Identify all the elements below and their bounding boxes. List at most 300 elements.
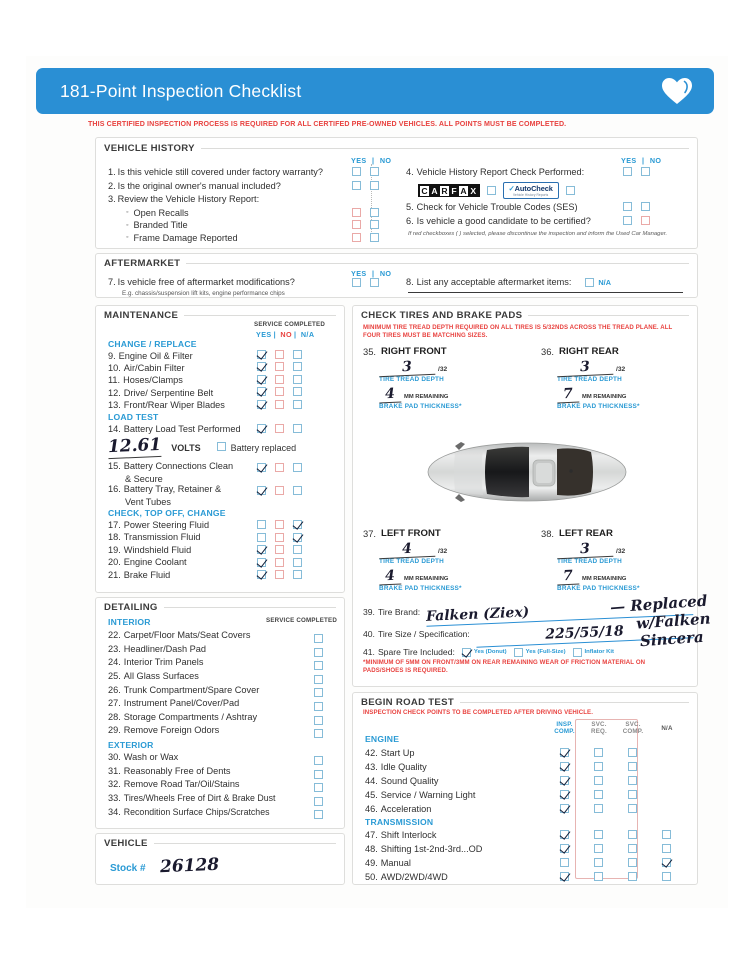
brake-pad-value[interactable]: 7	[557, 568, 580, 586]
checkbox-insp-comp[interactable]	[560, 872, 569, 881]
divider	[164, 607, 336, 608]
checkbox-svc-comp[interactable]	[628, 776, 637, 785]
item-number: 47.	[365, 830, 378, 841]
checkbox-na[interactable]	[662, 858, 671, 867]
list-item	[108, 532, 209, 545]
list-item	[108, 461, 233, 473]
checkbox-no[interactable]	[275, 520, 284, 529]
checkbox-service-completed[interactable]	[314, 688, 323, 697]
checkbox-svc-comp[interactable]	[628, 830, 637, 839]
checkbox-service-completed[interactable]	[314, 797, 323, 806]
checkbox-na[interactable]	[293, 375, 302, 384]
bullet-icon: ◦	[126, 209, 129, 217]
vehicle-history-title: VEHICLE HISTORY	[104, 143, 195, 154]
brake-pad-value[interactable]: 7	[557, 386, 580, 404]
list-item	[108, 724, 259, 738]
checkbox-yes[interactable]	[257, 486, 266, 495]
service-completed-header: SERVICE COMPLETED	[266, 617, 338, 624]
checkbox-autocheck[interactable]	[566, 186, 575, 195]
list-item	[108, 166, 358, 180]
list-item	[108, 629, 259, 643]
brake-pad-label: BRAKE PAD THICKNESS*	[557, 403, 640, 410]
checkbox-yes[interactable]	[352, 220, 361, 229]
checkbox-svc-req[interactable]	[594, 790, 603, 799]
item-number: 14.	[108, 424, 121, 434]
item-label: Manual	[380, 858, 411, 869]
item-number: 40.	[363, 629, 375, 639]
item-label: Wash or Wax	[123, 752, 179, 763]
checkbox-na[interactable]	[293, 545, 302, 554]
item-number: 38.	[541, 528, 555, 539]
maintenance-section	[95, 305, 345, 593]
checkbox-carfax[interactable]	[487, 186, 496, 195]
checkbox-svc-comp[interactable]	[628, 858, 637, 867]
divider	[186, 263, 689, 264]
brake-pad-footnote: *MINIMUM OF 5MM ON FRONT/3MM ON REAR REMAINING WEAR OF FRICTION MATERIAL ON PADS/SHOES IS REQUIRED.	[363, 659, 646, 675]
list-item	[108, 711, 259, 725]
item-number: 46.	[365, 804, 378, 815]
checkbox-no[interactable]	[275, 533, 284, 542]
item-number: 2.	[108, 180, 116, 191]
checkbox-no[interactable]	[641, 202, 650, 211]
mm-remaining-label: MM REMAINING	[404, 394, 449, 400]
item-number: 1.	[108, 167, 116, 178]
checkbox-yes[interactable]	[257, 558, 266, 567]
checkbox-no[interactable]	[370, 208, 379, 217]
checkbox-service-completed[interactable]	[314, 634, 323, 643]
handwritten-note-line2: w/Falken	[635, 609, 712, 633]
checkbox-service-completed[interactable]	[314, 648, 323, 657]
item-number: 36.	[541, 346, 555, 357]
checkbox-yes[interactable]	[257, 424, 266, 433]
checkbox-yes[interactable]	[623, 202, 632, 211]
item-number: 15.	[108, 461, 121, 472]
list-item	[108, 656, 259, 670]
item-number: 33.	[108, 792, 121, 803]
list-item	[108, 683, 259, 697]
battery-voltage-value[interactable]: 12.61	[107, 434, 162, 458]
checkbox-no[interactable]	[275, 545, 284, 554]
checkbox-no[interactable]	[275, 424, 284, 433]
checkbox-svc-req[interactable]	[594, 762, 603, 771]
item-number: 22.	[108, 630, 121, 641]
item-number: 16.	[108, 484, 121, 495]
tread-denominator: /32	[438, 548, 448, 555]
item-label: Vehicle History Report Check Performed:	[416, 167, 585, 178]
checkbox-svc-comp[interactable]	[628, 804, 637, 813]
item-label: Is vehicle a good candidate to be certified?	[416, 215, 591, 226]
item-label: Recondition Surface Chips/Scratches	[123, 806, 270, 817]
item-label: List any acceptable aftermarket items:	[416, 277, 572, 287]
checkbox-no[interactable]	[275, 400, 284, 409]
tires-title: CHECK TIRES AND BRAKE PADS	[361, 310, 523, 321]
list-item	[108, 400, 225, 412]
checkbox-insp-comp[interactable]	[560, 748, 569, 757]
list-item	[108, 670, 259, 684]
checkbox-na[interactable]	[293, 400, 302, 409]
tire-brand-value[interactable]: Falken (Ziex)	[426, 597, 693, 627]
list-item	[108, 805, 276, 819]
tire-tread-value[interactable]: 3	[557, 540, 614, 559]
checkbox-svc-req[interactable]	[594, 748, 603, 757]
spare-option-label: Inflator Kit	[584, 649, 614, 655]
checkbox-service-completed[interactable]	[314, 783, 323, 792]
list-item	[108, 544, 209, 557]
checkbox-na[interactable]	[293, 424, 302, 433]
checkbox-spare-donut[interactable]	[462, 648, 471, 657]
item-label: Headliner/Dash Pad	[123, 643, 207, 654]
checkbox-no[interactable]	[275, 387, 284, 396]
checkbox-insp-comp[interactable]	[560, 844, 569, 853]
checkbox-svc-req[interactable]	[594, 872, 603, 881]
item-number: 30.	[108, 752, 121, 763]
checkbox-yes[interactable]	[352, 278, 361, 287]
checkbox-no[interactable]	[275, 486, 284, 495]
item-number: 42.	[365, 748, 378, 759]
mm-remaining-label: MM REMAINING	[404, 576, 449, 582]
list-item	[365, 747, 475, 761]
scan-margin-left	[0, 0, 26, 960]
tire-tread-value[interactable]: 4	[379, 540, 436, 559]
list-item	[108, 569, 209, 582]
spare-option-label: Yes (Full-Size)	[525, 649, 566, 655]
checkbox-service-completed[interactable]	[314, 702, 323, 711]
scan-margin-top	[0, 0, 742, 56]
tire-tread-value[interactable]: 3	[379, 358, 436, 377]
brake-pad-value[interactable]: 4	[379, 568, 402, 586]
brake-pad-label: BRAKE PAD THICKNESS*	[557, 585, 640, 592]
list-item	[108, 219, 358, 232]
item-label: Tires/Wheels Free of Dirt & Brake Dust	[123, 792, 276, 803]
list-item	[365, 843, 482, 857]
list-item	[108, 778, 276, 792]
aftermarket-col-headers: YES | NO	[351, 269, 392, 278]
checkbox-yes[interactable]	[257, 362, 266, 371]
item-label: Review the Vehicle History Report:	[117, 194, 260, 205]
item-sublabel: E.g. chassis/suspension lift kits, engine performance chips	[122, 290, 285, 298]
page-title: 181-Point Inspection Checklist	[60, 80, 302, 101]
checkbox-insp-comp[interactable]	[560, 790, 569, 799]
item-number: 17.	[108, 519, 121, 530]
category-interior: INTERIOR	[108, 617, 151, 627]
checkbox-no[interactable]	[275, 558, 284, 567]
item-number: 27.	[108, 698, 121, 709]
red-checkbox-note: If red checkboxes ( ) selected, please discontinue the inspection and inform the Used Car Manager.	[408, 231, 668, 237]
list-item	[108, 193, 358, 207]
aftermarket-section	[95, 253, 698, 298]
checkbox-no[interactable]	[641, 216, 650, 225]
checkbox-yes[interactable]	[257, 350, 266, 359]
checkbox-svc-comp[interactable]	[628, 844, 637, 853]
carfax-logo: C A R F A X	[418, 184, 480, 197]
tire-size-value[interactable]: 225/55/18	[476, 620, 694, 647]
list-item	[365, 761, 475, 775]
item-number: 19.	[108, 544, 121, 555]
checkbox-yes[interactable]	[257, 520, 266, 529]
checkbox-yes[interactable]	[257, 570, 266, 579]
checkbox-na[interactable]	[662, 872, 671, 881]
service-completed-header: SERVICE COMPLETED	[254, 321, 326, 328]
checkbox-insp-comp[interactable]	[560, 830, 569, 839]
handwritten-note-line1: — Replaced	[609, 591, 708, 617]
list-item	[365, 803, 475, 817]
item-label: Hoses/Clamps	[123, 375, 183, 386]
checkbox-yes[interactable]	[257, 387, 266, 396]
checkbox-service-completed[interactable]	[314, 770, 323, 779]
tread-depth-label: TIRE TREAD DEPTH	[557, 376, 622, 383]
checkbox-yes[interactable]	[257, 463, 266, 472]
checkbox-inflator-kit[interactable]	[573, 648, 582, 657]
checkbox-na[interactable]	[293, 362, 302, 371]
list-item	[406, 215, 621, 229]
checkbox-na[interactable]	[662, 830, 671, 839]
stock-number-value[interactable]: 26128	[159, 854, 220, 878]
road-test-title: BEGIN ROAD TEST	[361, 697, 454, 708]
list-item	[108, 519, 209, 532]
item-label: Shifting 1st-2nd-3rd...OD	[380, 844, 483, 855]
item-number: 24.	[108, 657, 121, 668]
list-item	[365, 871, 482, 885]
list-item	[108, 362, 225, 374]
checkbox-no[interactable]	[275, 463, 284, 472]
item-number: 3.	[108, 194, 116, 205]
item-label: Branded Title	[133, 220, 188, 231]
item-number: 37.	[363, 528, 377, 539]
checkbox-svc-req[interactable]	[594, 844, 603, 853]
list-item	[108, 751, 276, 765]
checkbox-insp-comp[interactable]	[560, 804, 569, 813]
item-label: Battery Connections Clean	[123, 461, 234, 472]
item-label: Sound Quality	[380, 776, 439, 787]
checkbox-yes[interactable]	[352, 181, 361, 190]
checkbox-na[interactable]	[293, 570, 302, 579]
list-item	[108, 423, 241, 436]
autocheck-logo: ✓AutoCheck Vehicle History Reports	[503, 182, 559, 199]
list-item	[108, 387, 225, 399]
spare-option-label: Yes (Donut)	[473, 649, 507, 655]
checkbox-svc-req[interactable]	[594, 804, 603, 813]
stock-label: Stock #	[110, 863, 146, 874]
checkbox-no[interactable]	[641, 167, 650, 176]
checkbox-service-completed[interactable]	[314, 661, 323, 670]
item-number: 39.	[363, 607, 375, 617]
checkbox-insp-comp[interactable]	[560, 776, 569, 785]
list-item	[108, 232, 358, 245]
checkbox-na[interactable]	[293, 486, 302, 495]
road-test-note: INSPECTION CHECK POINTS TO BE COMPLETED AFTER DRIVING VEHICLE.	[363, 709, 593, 716]
item-number: 48.	[365, 844, 378, 855]
mm-remaining-label: MM REMAINING	[582, 394, 627, 400]
item-label: Battery Load Test Performed	[123, 424, 241, 434]
item-label: Remove Foreign Odors	[123, 725, 220, 736]
item-number: 25.	[108, 670, 121, 681]
item-number: 12.	[108, 387, 121, 398]
checkbox-no[interactable]	[275, 570, 284, 579]
col-header-na: N/A	[661, 725, 673, 732]
item-label: Check for Vehicle Trouble Codes (SES)	[416, 202, 578, 213]
checkbox-yes[interactable]	[257, 533, 266, 542]
checkbox-svc-comp[interactable]	[628, 790, 637, 799]
checkbox-na[interactable]	[293, 520, 302, 529]
checkbox-na[interactable]	[662, 844, 671, 853]
item-label: Air/Cabin Filter	[123, 362, 185, 373]
item-number: 28.	[108, 711, 121, 722]
item-label: Front/Rear Wiper Blades	[123, 400, 225, 411]
checkbox-na[interactable]	[293, 350, 302, 359]
checkbox-service-completed[interactable]	[314, 675, 323, 684]
list-item	[365, 775, 475, 789]
item-label: Interior Trim Panels	[123, 657, 204, 668]
list-item	[108, 207, 358, 220]
tread-denominator: /32	[616, 548, 626, 555]
item-label: Brake Fluid	[123, 570, 171, 581]
item-number: 11.	[108, 375, 121, 386]
checkbox-yes[interactable]	[257, 545, 266, 554]
tire-position-name: RIGHT REAR	[559, 346, 619, 357]
list-item	[108, 484, 233, 496]
item-label-cont: & Secure	[125, 473, 163, 484]
checkbox-svc-req[interactable]	[594, 830, 603, 839]
item-number: 10.	[108, 362, 121, 373]
item-label: Is the original owner's manual included?	[117, 180, 281, 191]
checkbox-svc-comp[interactable]	[628, 762, 637, 771]
item-label: Open Recalls	[133, 207, 189, 218]
item-number: 34.	[108, 806, 121, 817]
item-number: 7.	[108, 277, 116, 287]
checkbox-yes[interactable]	[257, 400, 266, 409]
item-label: Idle Quality	[380, 762, 427, 773]
checkbox-service-completed[interactable]	[314, 810, 323, 819]
category-exterior: EXTERIOR	[108, 740, 154, 750]
checkbox-svc-comp[interactable]	[628, 872, 637, 881]
checkbox-no[interactable]	[370, 278, 379, 287]
item-number: 45.	[365, 790, 378, 801]
divider	[460, 702, 689, 703]
item-number: 43.	[365, 762, 378, 773]
tire-position-name: LEFT FRONT	[381, 528, 441, 539]
item-number: 26.	[108, 684, 121, 695]
list-item	[108, 557, 209, 570]
item-label: Power Steering Fluid	[123, 519, 210, 530]
item-label: Carpet/Floor Mats/Seat Covers	[123, 630, 251, 641]
checkbox-no[interactable]	[370, 220, 379, 229]
divider	[184, 315, 336, 316]
col-header-svc-req: SVC. REQ.	[591, 721, 607, 735]
maintenance-title: MAINTENANCE	[104, 310, 179, 321]
handwritten-note-line3: Sincera	[639, 627, 705, 651]
list-item	[108, 697, 259, 711]
tire-position-header	[541, 346, 691, 357]
item-label-cont: Vent Tubes	[125, 496, 171, 507]
item-label: Frame Damage Reported	[133, 232, 238, 243]
checkbox-battery-replaced[interactable]	[217, 442, 226, 451]
checkbox-yes[interactable]	[623, 167, 632, 176]
item-number: 21.	[108, 570, 121, 581]
checkbox-no[interactable]	[370, 181, 379, 190]
tire-tread-value[interactable]: 3	[557, 358, 614, 377]
item-label: Acceleration	[380, 804, 432, 815]
checkbox-svc-req[interactable]	[594, 776, 603, 785]
checkbox-no[interactable]	[275, 350, 284, 359]
checkbox-yes[interactable]	[352, 167, 361, 176]
item-number: 18.	[108, 532, 121, 543]
divider	[201, 148, 689, 149]
checkbox-no[interactable]	[275, 362, 284, 371]
vehicle-section	[95, 833, 345, 885]
item-number: 4.	[406, 167, 414, 178]
divider	[154, 843, 336, 844]
checkbox-na[interactable]	[585, 278, 594, 287]
checkbox-insp-comp[interactable]	[560, 858, 569, 867]
list-item	[406, 201, 621, 215]
tire-position-header	[541, 528, 691, 539]
item-number: 20.	[108, 557, 121, 568]
checkbox-svc-comp[interactable]	[628, 748, 637, 757]
checkbox-yes[interactable]	[352, 208, 361, 217]
checkbox-no[interactable]	[370, 233, 379, 242]
scan-margin-bottom	[0, 908, 742, 960]
tread-denominator: /32	[616, 366, 626, 373]
checkbox-na[interactable]	[293, 533, 302, 542]
item-label: Remove Road Tar/Oil/Stains	[123, 779, 240, 790]
category-change-replace: CHANGE / REPLACE	[108, 339, 197, 349]
checkbox-yes[interactable]	[623, 216, 632, 225]
checkbox-yes[interactable]	[352, 233, 361, 242]
checkbox-no[interactable]	[275, 375, 284, 384]
checkbox-insp-comp[interactable]	[560, 762, 569, 771]
checkbox-service-completed[interactable]	[314, 756, 323, 765]
mm-remaining-label: MM REMAINING	[582, 576, 627, 582]
checkbox-na[interactable]	[293, 387, 302, 396]
brake-pad-value[interactable]: 4	[379, 386, 402, 404]
item-label: Transmission Fluid	[123, 532, 201, 543]
item-label: Shift Interlock	[380, 830, 437, 841]
aftermarket-write-line[interactable]	[408, 292, 683, 293]
checkbox-no[interactable]	[370, 167, 379, 176]
detailing-section	[95, 597, 345, 829]
checkbox-svc-req[interactable]	[594, 858, 603, 867]
checkbox-na[interactable]	[293, 558, 302, 567]
tread-depth-label: TIRE TREAD DEPTH	[557, 558, 622, 565]
checkbox-service-completed[interactable]	[314, 729, 323, 738]
checkbox-service-completed[interactable]	[314, 716, 323, 725]
item-number: 6.	[406, 215, 414, 226]
list-item	[108, 180, 358, 194]
tread-depth-label: TIRE TREAD DEPTH	[379, 376, 444, 383]
item-number: 9.	[108, 350, 116, 361]
item-label: Is vehicle free of aftermarket modifications?	[117, 277, 295, 287]
maintenance-col-headers: YES | NO | N/A	[256, 330, 315, 339]
list-item	[108, 643, 259, 657]
item-number: 13.	[108, 400, 121, 411]
list-item	[108, 350, 225, 362]
list-item	[406, 166, 621, 180]
item-label: Trunk Compartment/Spare Cover	[123, 684, 260, 695]
category-load-test: LOAD TEST	[108, 412, 159, 422]
checkbox-spare-fullsize[interactable]	[514, 648, 523, 657]
page-header	[36, 68, 714, 114]
item-label: Drive/ Serpentine Belt	[123, 387, 214, 398]
checkbox-na[interactable]	[293, 463, 302, 472]
item-label: Windshield Fluid	[123, 544, 192, 555]
item-label: Service / Warning Light	[380, 790, 476, 801]
item-number: 32.	[108, 779, 121, 790]
vehicle-history-section	[95, 137, 698, 249]
col-header-insp-comp: INSP. COMP.	[554, 721, 575, 735]
checkbox-yes[interactable]	[257, 375, 266, 384]
battery-replaced-label: Battery replaced	[230, 443, 297, 453]
divider	[528, 315, 689, 316]
